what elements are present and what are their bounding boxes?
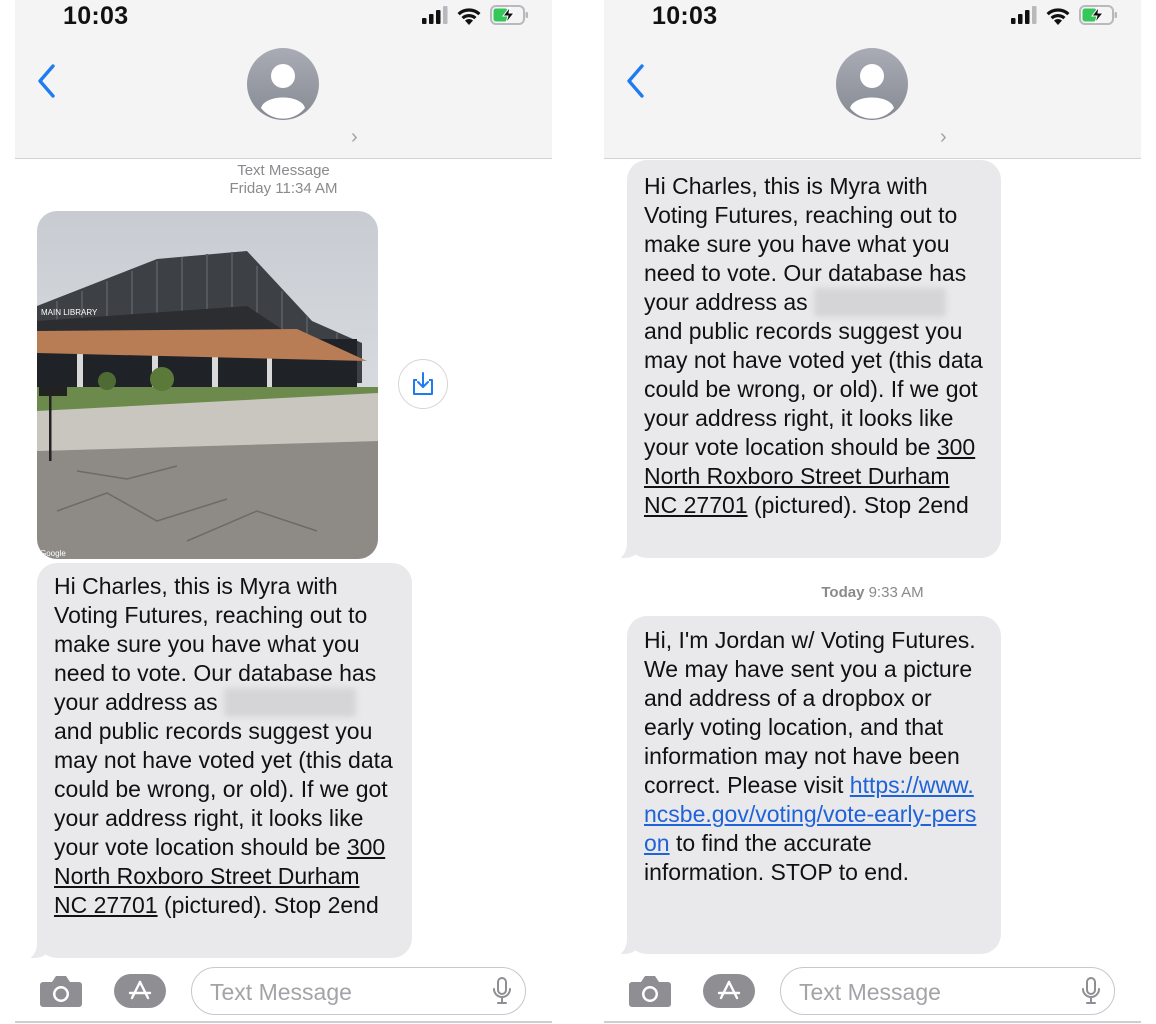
contact-avatar[interactable]: [247, 48, 319, 120]
redacted-address: [224, 688, 356, 717]
message-text: Hi Charles, this is Myra with Voting Futures, reaching out to make sure you have what you need to vote. Our database has your address as: [54, 573, 377, 715]
app-store-icon: [128, 980, 152, 1002]
microphone-icon[interactable]: [1082, 977, 1100, 1005]
received-message-bubble[interactable]: [627, 160, 1001, 558]
message-text: and public records suggest you may not have voted yet (this data could be wrong, or old). If we got your address right, it looks like your vote location should be: [644, 318, 983, 460]
app-store-button[interactable]: [703, 974, 755, 1008]
message-text: to find the accurate information. STOP to end.: [644, 830, 910, 885]
cellular-signal-icon: [422, 6, 448, 24]
contact-details-chevron-icon[interactable]: ›: [940, 126, 947, 148]
back-chevron-icon[interactable]: [626, 64, 646, 98]
home-indicator-line: [15, 1021, 552, 1023]
message-text: Hi Charles, this is Myra with Voting Futures, reaching out to make sure you have what you need to vote. Our database has your address as: [644, 173, 967, 315]
received-message-bubble[interactable]: [37, 563, 412, 958]
contact-details-chevron-icon[interactable]: ›: [351, 126, 358, 148]
message-composer: [15, 958, 552, 1024]
message-text: and public records suggest you may not have voted yet (this data could be wrong, or old). If we got your address right, it looks like your vote location should be: [54, 718, 393, 860]
redacted-address: [814, 288, 946, 317]
save-photo-button[interactable]: [398, 359, 448, 409]
cellular-signal-icon: [1011, 6, 1037, 24]
camera-icon[interactable]: [628, 974, 672, 1008]
message-timestamp: [15, 162, 552, 198]
photo-building-sign: MAIN LIBRARY: [41, 308, 98, 317]
phone-screen-left: [15, 0, 552, 1024]
status-time: 10:03: [63, 2, 129, 30]
address-link[interactable]: 300 North Roxboro Street Durham NC 27701: [54, 834, 386, 918]
app-store-button[interactable]: [114, 974, 166, 1008]
contact-avatar[interactable]: [836, 48, 908, 120]
message-composer: [604, 958, 1141, 1024]
conversation-header: [604, 0, 1141, 159]
home-indicator-line: [604, 1021, 1141, 1023]
battery-charging-icon: [490, 5, 530, 25]
person-silhouette-icon: [247, 48, 319, 120]
wifi-icon: [456, 6, 482, 25]
message-input[interactable]: [191, 967, 526, 1015]
message-input[interactable]: [780, 967, 1115, 1015]
library-building-photo: [37, 211, 378, 559]
message-input-placeholder: Text Message: [210, 979, 352, 1005]
download-icon: [410, 371, 436, 397]
status-icons: [1011, 5, 1119, 25]
message-input-placeholder: Text Message: [799, 979, 941, 1005]
status-time: 10:03: [652, 2, 718, 30]
message-timestamp: [604, 584, 1141, 602]
app-store-icon: [717, 980, 741, 1002]
message-text: (pictured). Stop 2end: [747, 492, 969, 518]
timestamp-time: 9:33 AM: [868, 584, 924, 601]
address-link[interactable]: 300 North Roxboro Street Durham NC 27701: [644, 434, 976, 518]
message-text: Hi, I'm Jordan w/ Voting Futures. We may have sent you a picture and address of a dropbox or early voting location, and that information may not have been correct. Please visit: [644, 627, 976, 798]
message-text: (pictured). Stop 2end: [157, 892, 379, 918]
message-photo[interactable]: [37, 211, 378, 559]
wifi-icon: [1045, 6, 1071, 25]
back-chevron-icon[interactable]: [37, 64, 57, 98]
conversation-header: [15, 0, 552, 159]
timestamp-title: Text Message: [237, 162, 330, 179]
timestamp-day: Today: [821, 584, 865, 601]
ncsbe-link[interactable]: https://www.ncsbe.gov/voting/vote-early-person: [644, 772, 977, 856]
status-icons: [422, 5, 530, 25]
battery-charging-icon: [1079, 5, 1119, 25]
timestamp-time: Friday 11:34 AM: [229, 180, 338, 197]
photo-credit: Google: [40, 549, 66, 558]
microphone-icon[interactable]: [493, 977, 511, 1005]
camera-icon[interactable]: [39, 974, 83, 1008]
phone-screen-right: [604, 0, 1141, 1024]
received-message-bubble[interactable]: [627, 616, 1001, 954]
person-silhouette-icon: [836, 48, 908, 120]
